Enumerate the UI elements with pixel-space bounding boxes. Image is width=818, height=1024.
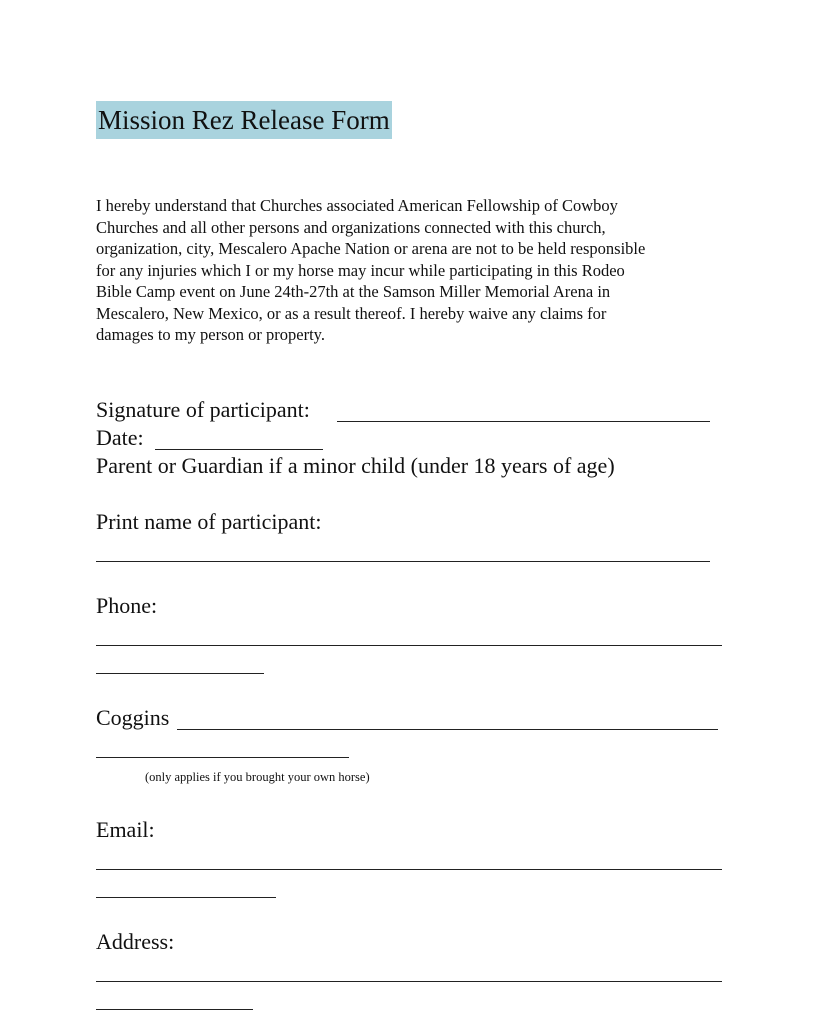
signature-label: Signature of participant: xyxy=(96,397,310,422)
guardian-label: Parent or Guardian if a minor child (under 18 years of age) xyxy=(96,453,615,478)
phone-blank-continued[interactable] xyxy=(96,673,264,674)
release-text-line: I hereby understand that Churches associated American Fellowship of Cowboy xyxy=(96,196,618,215)
email-blank[interactable] xyxy=(96,869,722,870)
coggins-label: Coggins xyxy=(96,705,170,730)
form-title: Mission Rez Release Form xyxy=(96,101,392,139)
signature-blank[interactable] xyxy=(337,421,710,422)
coggins-blank-continued[interactable] xyxy=(96,757,349,758)
coggins-blank[interactable] xyxy=(177,729,718,730)
release-text-line: organization, city, Mescalero Apache Nation or arena are not to be held responsible xyxy=(96,239,646,258)
release-text-line: Bible Camp event on June 24th-27th at the Samson Miller Memorial Arena in xyxy=(96,282,611,301)
release-paragraph xyxy=(96,195,736,346)
email-blank-continued[interactable] xyxy=(96,897,276,898)
address-label: Address: xyxy=(96,929,175,954)
release-text-line: for any injuries which I or my horse may incur while participating in this Rodeo xyxy=(96,260,625,280)
print-name-blank[interactable] xyxy=(96,561,710,562)
date-blank[interactable] xyxy=(155,449,323,450)
release-text-line: Churches and all other persons and organizations connected with this church, xyxy=(96,217,606,237)
email-label: Email: xyxy=(96,817,155,842)
print-name-label: Print name of participant: xyxy=(96,509,322,534)
coggins-note: (only applies if you brought your own horse) xyxy=(145,770,370,784)
phone-blank[interactable] xyxy=(96,645,722,646)
date-label: Date: xyxy=(96,425,144,450)
release-text-line: damages to my person or property. xyxy=(96,325,325,344)
release-text-line: Mescalero, New Mexico, or as a result thereof. I hereby waive any claims for xyxy=(96,303,607,323)
address-blank-continued[interactable] xyxy=(96,1009,253,1010)
address-blank[interactable] xyxy=(96,981,722,982)
phone-label: Phone: xyxy=(96,593,158,618)
